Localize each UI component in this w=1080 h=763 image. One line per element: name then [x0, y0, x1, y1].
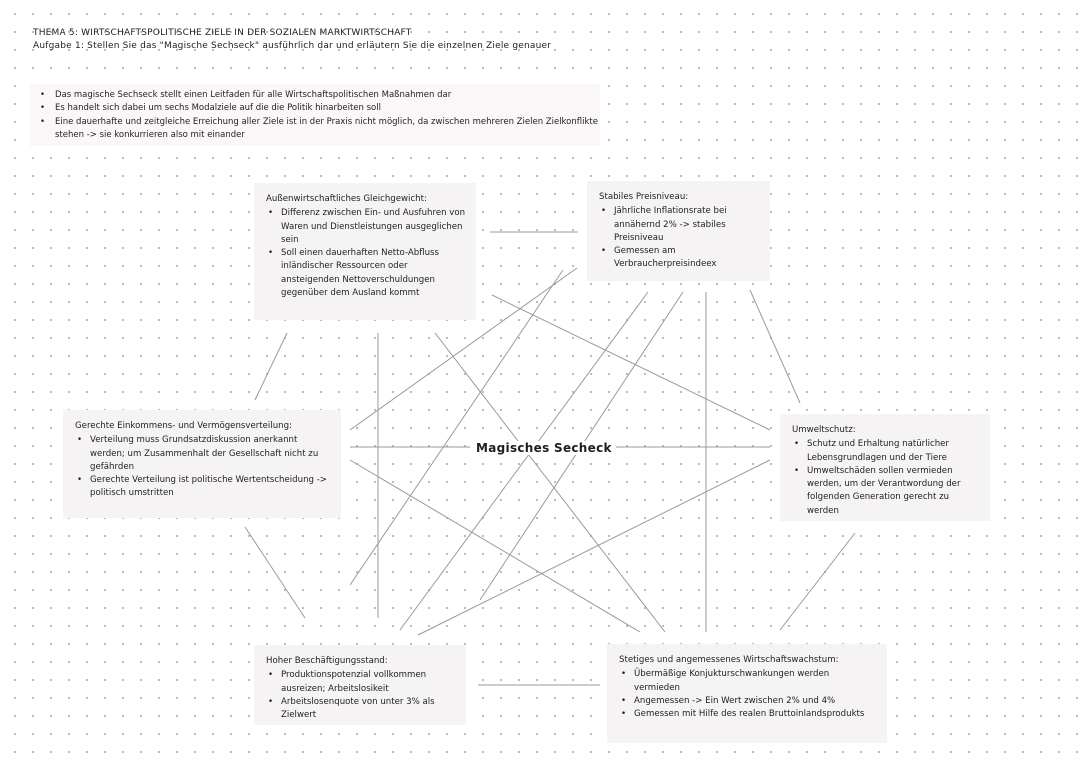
goal-heading: Außenwirtschaftliches Gleichgewicht: — [266, 194, 427, 204]
goal-heading: Gerechte Einkommens- und Vermögensverteilung: — [75, 421, 292, 431]
connector-line — [400, 292, 648, 630]
connector-line — [245, 527, 305, 618]
goal-heading: Stabiles Preisniveau: — [599, 192, 689, 202]
goal-heading: Umweltschutz: — [792, 425, 856, 435]
connector-line — [780, 533, 855, 630]
connector-line — [418, 460, 770, 635]
goal-heading: Stetiges und angemessenes Wirtschaftswachstum: — [619, 655, 839, 665]
connector-line — [750, 290, 800, 403]
topic-title: THEMA 5: WIRTSCHAFTSPOLITISCHE ZIELE IN DER SOZIALEN MARKTWIRTSCHAFT — [33, 28, 412, 38]
task-text: Aufgabe 1: Stellen Sie das "Magische Sechseck" ausführlich dar und erläutern Sie die einzelnen Ziele genauer — [33, 41, 552, 51]
goal-point: • Soll einen dauerhaften Netto-Abfluss inländischer Ressourcen oder ansteigenden Nettoverschuldungen gegenüber dem Ausland kommt — [266, 247, 466, 300]
goal-point: • Übermäßige Konjukturschwankungen werden vermieden — [619, 668, 877, 695]
intro-point: • Es handelt sich dabei um sechs Modalziele auf die die Politik hinarbeiten soll — [38, 102, 600, 115]
center-label: Magisches Secheck — [472, 441, 616, 455]
goal-point: • Jährliche Inflationsrate bei annähernd 2% -> stabiles Preisniveau — [599, 205, 760, 245]
goal-point: • Angemessen -> Ein Wert zwischen 2% und 4% — [619, 695, 877, 708]
goal-point: • Produktionspotenzial vollkommen ausreizen; Arbeitslosikeit — [266, 669, 456, 696]
goal-point: • Gemessen am Verbraucherpreisindeex — [599, 245, 760, 272]
goal-beschaeftigung — [254, 645, 466, 725]
goal-preisniveau — [587, 181, 770, 281]
intro-point: • Das magische Sechseck stellt einen Leitfaden für alle Wirtschaftspolitischen Maßnahmen dar — [38, 89, 600, 102]
goal-point: • Gerechte Verteilung ist politische Wertentscheidung -> politisch umstritten — [75, 474, 331, 501]
intro-point: • Eine dauerhafte und zeitgleiche Erreichung aller Ziele ist in der Praxis nicht möglich, da zwischen mehreren Zielen Zielkonflikte stehen -> sie konkurrieren also mit einander — [38, 116, 600, 143]
goal-heading: Hoher Beschäftigungsstand: — [266, 656, 388, 666]
goal-point: • Differenz zwischen Ein- und Ausfuhren von Waren und Dienstleistungen ausgeglichen sein — [266, 207, 466, 247]
goal-point: • Umweltschäden sollen vermieden werden, um der Verantwordung der folgenden Generation gerecht zu werden — [792, 465, 980, 518]
goal-point: • Schutz und Erhaltung natürlicher Lebensgrundlagen und der Tiere — [792, 438, 980, 465]
connector-line — [435, 333, 665, 632]
goal-point: • Verteilung muss Grundsatzdiskussion anerkannt werden; um Zusammenhalt der Gesellschaft nicht zu gefährden — [75, 434, 331, 474]
connector-line — [255, 333, 287, 400]
goal-point: • Gemessen mit Hilfe des realen Bruttoinlandsprodukts — [619, 708, 877, 721]
goal-verteilung — [63, 410, 341, 518]
goal-aussenwirtschaft — [254, 183, 476, 320]
goal-point: • Arbeitslosenquote von unter 3% als Zielwert — [266, 696, 456, 723]
goal-umweltschutz — [780, 414, 990, 521]
goal-wachstum — [607, 644, 887, 743]
